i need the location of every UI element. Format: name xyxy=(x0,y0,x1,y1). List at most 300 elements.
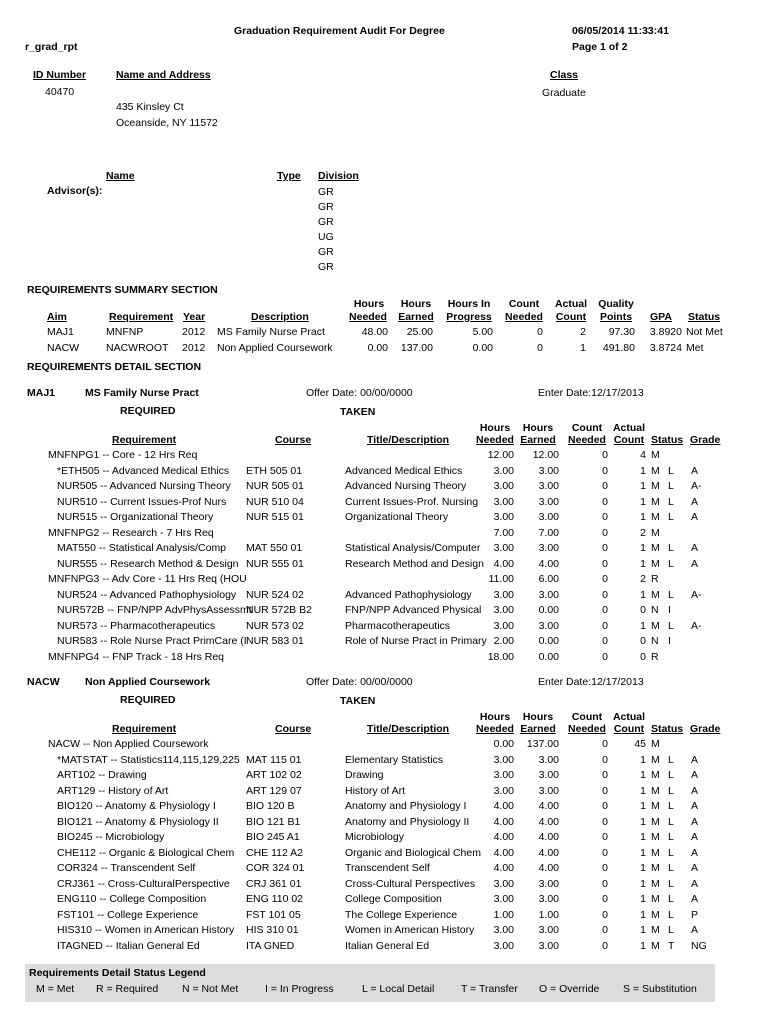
name-address-label: Name and Address xyxy=(116,69,211,81)
course-code: ETH 505 01 xyxy=(246,464,303,477)
hours-needed: 3.00 xyxy=(493,480,514,492)
course-title: Transcendent Self xyxy=(345,862,430,874)
col-hours-in-progress: Progress xyxy=(446,311,492,323)
requirement-item: BIO121 -- Anatomy & Physiology II xyxy=(57,815,219,828)
course-code: NUR 573 02 xyxy=(246,619,304,632)
hours-earned: 0.00 xyxy=(538,635,559,647)
hours-needed: 12.00 xyxy=(487,449,514,461)
requirement-item: *ETH505 -- Advanced Medical Ethics xyxy=(57,464,230,477)
legend-item: T = Transfer xyxy=(461,983,518,995)
detail-section-title: REQUIREMENTS DETAIL SECTION xyxy=(27,361,202,373)
course-title: Elementary Statistics xyxy=(345,753,444,766)
requirement-item: NUR524 -- Advanced Pathophysiology xyxy=(57,588,237,601)
hours-needed: 3.00 xyxy=(493,511,514,523)
summary-year: 2012 xyxy=(182,342,206,354)
requirement-group: MNFNPG3 -- Adv Core - 11 Hrs Req (HOU xyxy=(48,573,247,585)
location-code: L xyxy=(668,511,674,523)
status-code: M xyxy=(651,557,660,570)
actual-count: 1 xyxy=(640,800,646,812)
block-offer-date: Offer Date: 00/00/0000 xyxy=(306,387,413,399)
location-code: L xyxy=(668,464,674,477)
requirement-item: NUR555 -- Research Method & Design xyxy=(57,557,239,570)
grade: A xyxy=(691,815,699,828)
grade: A xyxy=(691,877,699,890)
grade: A xyxy=(691,511,699,523)
location-code: L xyxy=(668,619,674,632)
course-title: College Composition xyxy=(345,893,442,905)
grade: A- xyxy=(691,619,702,632)
actual-count: 0 xyxy=(640,635,646,647)
hours-needed: 3.00 xyxy=(493,939,514,952)
actual-count: 1 xyxy=(640,893,646,905)
actual-count: 1 xyxy=(640,480,646,492)
summary-hours-needed: 0.00 xyxy=(367,342,388,354)
col-hours-earned: Hours xyxy=(522,422,554,434)
hours-needed: 3.00 xyxy=(493,769,514,781)
col-hours-earned: Earned xyxy=(520,723,556,735)
course-title: Pharmacotherapeutics xyxy=(345,619,451,632)
actual-count: 1 xyxy=(640,542,646,554)
col-hours-earned: Earned xyxy=(398,311,434,323)
count-needed: 0 xyxy=(602,753,608,766)
hours-earned: 3.00 xyxy=(538,924,559,936)
location-code: L xyxy=(668,846,674,859)
requirement-group: MNFNPG1 -- Core - 12 Hrs Req xyxy=(48,449,198,461)
block-offer-date: Offer Date: 00/00/0000 xyxy=(306,676,413,688)
status-code: M xyxy=(651,846,660,859)
block-name: MS Family Nurse Pract xyxy=(85,387,199,399)
course-title: Italian General Ed xyxy=(345,939,430,952)
hours-earned: 3.00 xyxy=(538,511,559,523)
hours-earned: 3.00 xyxy=(538,769,559,781)
count-needed: 0 xyxy=(602,831,608,843)
advisor-label: Advisor(s): xyxy=(47,185,103,197)
requirement-item: ART102 -- Drawing xyxy=(57,769,147,781)
hours-needed: 3.00 xyxy=(493,924,514,936)
course-title: Cross-Cultural Perspectives xyxy=(345,877,476,890)
actual-count: 0 xyxy=(640,604,646,616)
actual-count: 1 xyxy=(640,924,646,936)
course-code: NUR 583 01 xyxy=(246,635,304,647)
grade: A xyxy=(691,924,699,936)
course-title: FNP/NPP Advanced Physical xyxy=(345,604,482,616)
hours-needed: 11.00 xyxy=(488,573,514,585)
actual-count: 1 xyxy=(640,557,646,570)
advisor-name-header: Name xyxy=(106,170,135,182)
summary-hours-needed: 48.00 xyxy=(361,326,388,338)
actual-count: 2 xyxy=(640,573,646,585)
hours-needed: 2.00 xyxy=(493,635,514,647)
location-code: L xyxy=(668,924,674,936)
course-code: NUR 510 04 xyxy=(246,495,304,508)
requirement-group: MNFNPG2 -- Research - 7 Hrs Req xyxy=(48,526,214,539)
location-code: L xyxy=(668,495,674,508)
summary-requirement: NACWROOT xyxy=(106,342,169,354)
actual-count: 1 xyxy=(640,619,646,632)
location-code: L xyxy=(668,784,674,797)
col-hours-earned: Hours xyxy=(400,298,432,310)
class-label: Class xyxy=(550,69,579,81)
count-needed: 0 xyxy=(602,511,608,523)
hours-earned: 6.00 xyxy=(538,573,559,585)
summary-actual-count: 1 xyxy=(580,342,586,354)
hours-needed: 3.00 xyxy=(493,893,514,905)
course-code: BIO 120 B xyxy=(246,800,295,812)
summary-hours-in-progress: 5.00 xyxy=(472,326,493,338)
col-count-needed: Needed xyxy=(505,311,543,323)
course-code: NUR 515 01 xyxy=(246,511,304,523)
col-count-needed: Count xyxy=(508,298,540,310)
requirement-item: ENG110 -- College Composition xyxy=(57,893,207,905)
hours-earned: 4.00 xyxy=(538,846,559,859)
count-needed: 0 xyxy=(602,908,608,921)
count-needed: 0 xyxy=(602,464,608,477)
status-code: M xyxy=(651,526,660,539)
legend-item: M = Met xyxy=(36,983,75,995)
count-needed: 0 xyxy=(602,893,608,905)
grade: P xyxy=(691,908,699,921)
actual-count: 1 xyxy=(640,939,646,952)
summary-requirement: MNFNP xyxy=(106,326,144,338)
location-code: L xyxy=(668,815,674,828)
col-course: Course xyxy=(275,723,312,735)
status-code: M xyxy=(651,908,660,921)
col-hours-needed: Needed xyxy=(476,434,514,446)
col-aim: Aim xyxy=(47,311,67,323)
col-actual-count: Actual xyxy=(612,711,646,723)
col-course: Course xyxy=(275,434,312,446)
hours-earned: 3.00 xyxy=(538,480,559,492)
advisor-division-header: Division xyxy=(318,170,359,182)
course-code: CRJ 361 01 xyxy=(246,877,302,890)
course-code: NUR 505 01 xyxy=(246,480,304,492)
hours-earned: 4.00 xyxy=(538,815,559,828)
col-hours-needed: Hours xyxy=(479,711,511,723)
requirement-item: FST101 -- College Experience xyxy=(57,908,199,921)
actual-count: 1 xyxy=(640,831,646,843)
course-title: History of Art xyxy=(345,784,406,797)
hours-needed: 3.00 xyxy=(493,784,514,797)
hours-needed: 4.00 xyxy=(493,815,514,828)
count-needed: 0 xyxy=(602,495,608,508)
hours-earned: 3.00 xyxy=(538,939,559,952)
location-code: I xyxy=(668,635,671,647)
actual-count: 1 xyxy=(640,908,646,921)
col-actual-count: Actual xyxy=(554,298,588,310)
hours-earned: 0.00 xyxy=(538,650,559,663)
summary-year: 2012 xyxy=(182,326,206,338)
location-code: L xyxy=(668,893,674,905)
legend-title: Requirements Detail Status Legend xyxy=(29,967,206,979)
col-requirement: Requirement xyxy=(112,723,177,735)
actual-count: 1 xyxy=(640,495,646,508)
legend-item: R = Required xyxy=(96,983,159,995)
status-code: M xyxy=(651,939,660,952)
status-code: M xyxy=(651,480,660,492)
hours-needed: 18.00 xyxy=(487,650,514,663)
summary-hours-in-progress: 0.00 xyxy=(472,342,493,354)
location-code: L xyxy=(668,588,674,601)
course-code: CHE 112 A2 xyxy=(246,846,304,859)
count-needed: 0 xyxy=(602,846,608,859)
requirement-item: NUR573 -- Pharmacotherapeutics xyxy=(57,619,216,632)
status-code: N xyxy=(651,604,659,616)
required-label: REQUIRED xyxy=(120,405,176,417)
course-code: BIO 121 B1 xyxy=(246,815,301,828)
location-code: L xyxy=(668,557,674,570)
location-code: L xyxy=(668,542,674,554)
col-status: Status xyxy=(688,311,721,323)
requirement-item: NUR572B -- FNP/NPP AdvPhysAssessmt xyxy=(57,604,252,616)
advisor-type-header: Type xyxy=(277,170,301,182)
status-code: M xyxy=(651,862,660,874)
location-code: L xyxy=(668,862,674,874)
actual-count: 1 xyxy=(640,815,646,828)
course-code: NUR 524 02 xyxy=(246,588,304,601)
col-hours-in-progress: Hours In xyxy=(447,298,491,310)
count-needed: 0 xyxy=(602,619,608,632)
hours-earned: 3.00 xyxy=(538,877,559,890)
requirement-item: NUR510 -- Current Issues-Prof Nurs xyxy=(57,495,227,508)
location-code: L xyxy=(668,908,674,921)
course-title: Role of Nurse Pract in Primary xyxy=(345,635,487,647)
hours-needed: 1.00 xyxy=(493,908,514,921)
block-enter-date: Enter Date:12/17/2013 xyxy=(538,676,644,688)
count-needed: 0 xyxy=(602,650,608,663)
count-needed: 0 xyxy=(602,877,608,890)
col-hours-earned: Hours xyxy=(522,711,554,723)
legend-item: O = Override xyxy=(539,983,600,995)
col-actual-count: Count xyxy=(613,723,645,735)
grade: A xyxy=(691,831,699,843)
course-code: HIS 310 01 xyxy=(246,924,299,936)
hours-needed: 3.00 xyxy=(493,619,514,632)
actual-count: 1 xyxy=(640,511,646,523)
summary-status: Met xyxy=(686,342,704,354)
status-code: M xyxy=(651,738,660,750)
summary-status: Not Met xyxy=(686,326,723,338)
col-hours-earned: Earned xyxy=(520,434,556,446)
count-needed: 0 xyxy=(602,449,608,461)
col-status: Status xyxy=(651,434,684,446)
summary-quality-points: 97.30 xyxy=(608,326,635,338)
legend-item: L = Local Detail xyxy=(362,983,435,995)
id-number-label: ID Number xyxy=(33,69,87,81)
actual-count: 1 xyxy=(640,846,646,859)
col-title-description: Title/Description xyxy=(367,434,450,446)
col-hours-needed: Needed xyxy=(349,311,387,323)
grade: NG xyxy=(691,939,707,952)
course-title: Organic and Biological Chem xyxy=(345,846,481,859)
actual-count: 1 xyxy=(640,784,646,797)
status-code: M xyxy=(651,495,660,508)
requirement-item: NUR505 -- Advanced Nursing Theory xyxy=(57,480,231,492)
location-code: L xyxy=(668,769,674,781)
summary-gpa: 3.8920 xyxy=(649,326,682,338)
col-requirement: Requirement xyxy=(112,434,177,446)
requirement-item: ART129 -- History of Art xyxy=(57,784,169,797)
location-code: L xyxy=(668,831,674,843)
hours-earned: 7.00 xyxy=(538,526,559,539)
summary-section-title: REQUIREMENTS SUMMARY SECTION xyxy=(27,284,218,296)
actual-count: 0 xyxy=(640,650,646,663)
actual-count: 1 xyxy=(640,753,646,766)
hours-needed: 3.00 xyxy=(493,464,514,477)
status-code: M xyxy=(651,924,660,936)
col-actual-count: Count xyxy=(555,311,587,323)
requirement-item: CRJ361 -- Cross-CulturalPerspective xyxy=(57,877,230,890)
summary-description: MS Family Nurse Pract xyxy=(217,326,325,338)
course-title: Microbiology xyxy=(345,831,404,843)
hours-earned: 3.00 xyxy=(538,893,559,905)
status-code: M xyxy=(651,877,660,890)
course-code: ART 102 02 xyxy=(246,769,302,781)
hours-earned: 3.00 xyxy=(538,619,559,632)
course-title: Current Issues-Prof. Nursing xyxy=(345,495,479,508)
actual-count: 4 xyxy=(640,449,646,461)
summary-quality-points: 491.80 xyxy=(602,342,635,354)
status-code: M xyxy=(651,464,660,477)
location-code: L xyxy=(668,480,674,492)
course-code: NUR 555 01 xyxy=(246,557,304,570)
course-code: ART 129 07 xyxy=(246,784,302,797)
advisor-division: UG xyxy=(318,231,334,243)
course-code: MAT 550 01 xyxy=(246,542,303,554)
grade: A- xyxy=(691,588,702,601)
student-id: 40470 xyxy=(45,86,75,98)
hours-needed: 4.00 xyxy=(493,846,514,859)
col-count-needed: Needed xyxy=(568,723,606,735)
report-datetime: 06/05/2014 11:33:41 xyxy=(572,25,669,37)
requirement-group: NACW -- Non Applied Coursework xyxy=(48,738,209,750)
status-code: R xyxy=(651,573,659,585)
summary-count-needed: 0 xyxy=(537,342,543,354)
requirement-item: BIO120 -- Anatomy & Physiology I xyxy=(57,800,216,812)
course-title: Women in American History xyxy=(345,924,475,936)
block-name: Non Applied Coursework xyxy=(85,676,211,688)
course-title: Research Method and Design xyxy=(345,557,484,570)
hours-needed: 3.00 xyxy=(493,542,514,554)
actual-count: 2 xyxy=(640,526,646,539)
hours-needed: 3.00 xyxy=(493,753,514,766)
requirement-item: CHE112 -- Organic & Biological Chem xyxy=(57,846,235,859)
col-count-needed: Count xyxy=(571,711,603,723)
status-code: M xyxy=(651,815,660,828)
status-code: M xyxy=(651,449,660,461)
course-title: Drawing xyxy=(345,769,384,781)
requirement-item: HIS310 -- Women in American History xyxy=(57,924,235,936)
block-enter-date: Enter Date:12/17/2013 xyxy=(538,387,644,399)
count-needed: 0 xyxy=(602,573,608,585)
course-title: The College Experience xyxy=(345,908,458,921)
count-needed: 0 xyxy=(602,588,608,601)
address-line-1: 435 Kinsley Ct xyxy=(116,101,184,113)
col-requirement: Requirement xyxy=(109,311,174,323)
count-needed: 0 xyxy=(602,815,608,828)
course-title: Anatomy and Physiology II xyxy=(345,815,470,828)
count-needed: 0 xyxy=(602,542,608,554)
count-needed: 0 xyxy=(602,939,608,952)
actual-count: 1 xyxy=(640,769,646,781)
legend-item: I = In Progress xyxy=(265,983,334,995)
block-code: NACW xyxy=(27,676,60,688)
course-title: Anatomy and Physiology I xyxy=(345,800,467,812)
hours-earned: 3.00 xyxy=(538,495,559,508)
count-needed: 0 xyxy=(602,862,608,874)
status-code: M xyxy=(651,619,660,632)
student-class: Graduate xyxy=(542,87,586,99)
col-count-needed: Needed xyxy=(568,434,606,446)
count-needed: 0 xyxy=(602,924,608,936)
status-code: M xyxy=(651,542,660,554)
status-code: M xyxy=(651,753,660,766)
advisor-division: GR xyxy=(318,216,334,228)
hours-earned: 3.00 xyxy=(538,464,559,477)
col-actual-count: Count xyxy=(613,434,645,446)
grade: A xyxy=(691,464,699,477)
hours-earned: 1.00 xyxy=(538,908,559,921)
address-line-2: Oceanside, NY 11572 xyxy=(116,117,218,129)
hours-earned: 3.00 xyxy=(538,542,559,554)
advisor-division: GR xyxy=(318,246,334,258)
col-status: Status xyxy=(651,723,684,735)
col-count-needed: Count xyxy=(571,422,603,434)
course-title: Statistical Analysis/Computer xyxy=(345,542,481,554)
count-needed: 0 xyxy=(602,557,608,570)
col-hours-needed: Hours xyxy=(353,298,385,310)
summary-aim: MAJ1 xyxy=(47,326,74,338)
page-number: Page 1 of 2 xyxy=(572,41,628,53)
advisor-division: GR xyxy=(318,186,334,198)
hours-earned: 12.00 xyxy=(532,449,559,461)
location-code: L xyxy=(668,800,674,812)
course-code: BIO 245 A1 xyxy=(246,831,300,843)
grade: A xyxy=(691,542,699,554)
col-grade: Grade xyxy=(690,723,721,735)
col-title-description: Title/Description xyxy=(367,723,450,735)
course-title: Organizational Theory xyxy=(345,511,449,523)
hours-needed: 0.00 xyxy=(493,738,514,750)
status-code: M xyxy=(651,831,660,843)
count-needed: 0 xyxy=(602,784,608,797)
hours-needed: 3.00 xyxy=(493,877,514,890)
legend-item: N = Not Met xyxy=(182,983,239,995)
advisor-division: GR xyxy=(318,261,334,273)
hours-needed: 4.00 xyxy=(493,557,514,570)
summary-aim: NACW xyxy=(47,342,80,354)
status-code: M xyxy=(651,800,660,812)
report-id: r_grad_rpt xyxy=(25,41,78,53)
grade: A xyxy=(691,846,699,859)
summary-hours-earned: 25.00 xyxy=(406,326,433,338)
course-code: COR 324 01 xyxy=(246,862,305,874)
status-code: M xyxy=(651,511,660,523)
grade: A xyxy=(691,769,699,781)
grade: A xyxy=(691,495,699,508)
count-needed: 0 xyxy=(602,480,608,492)
legend-item: S = Substitution xyxy=(623,983,697,995)
status-code: R xyxy=(651,650,659,663)
requirement-group: MNFNPG4 -- FNP Track - 18 Hrs Req xyxy=(48,650,224,663)
requirement-item: MAT550 -- Statistical Analysis/Comp xyxy=(57,542,227,554)
taken-label: TAKEN xyxy=(340,695,376,707)
grade: A xyxy=(691,784,699,797)
course-code: FST 101 05 xyxy=(246,908,301,921)
requirement-item: *MATSTAT -- Statistics114,115,129,225 xyxy=(57,753,240,766)
summary-gpa: 3.8724 xyxy=(649,342,682,354)
hours-earned: 4.00 xyxy=(538,557,559,570)
hours-earned: 3.00 xyxy=(538,588,559,601)
